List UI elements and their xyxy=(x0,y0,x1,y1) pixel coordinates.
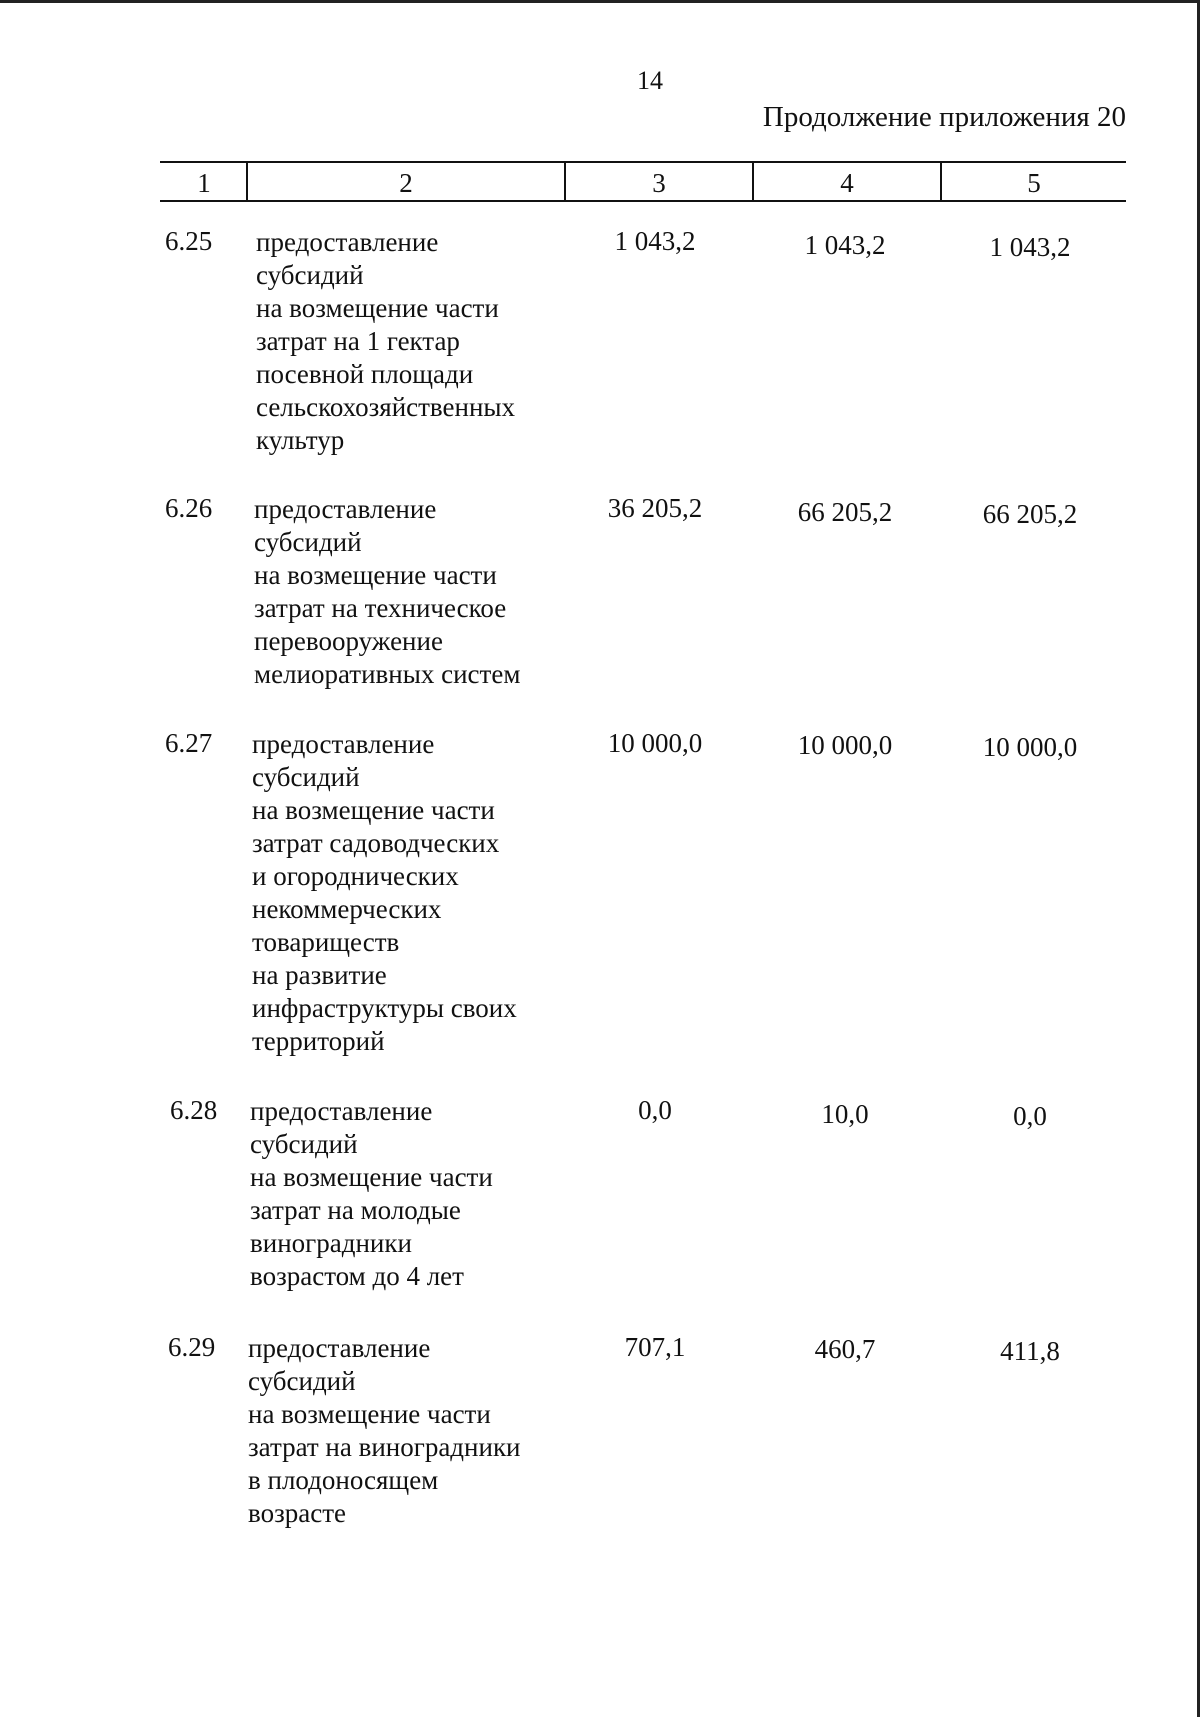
value-col-5: 1 043,2 xyxy=(989,232,1071,262)
description-line: на возмещение части xyxy=(254,560,497,590)
header-col-3: 3 xyxy=(652,168,666,198)
row-number: 6.25 xyxy=(165,226,213,256)
description-line: на развитие xyxy=(252,960,387,990)
row-number: 6.29 xyxy=(168,1332,216,1362)
value-col-3: 707,1 xyxy=(624,1332,686,1362)
value-col-3: 10 000,0 xyxy=(607,728,703,758)
value-col-3: 0,0 xyxy=(638,1095,672,1125)
value-col-4: 460,7 xyxy=(814,1334,876,1364)
description-line: субсидий xyxy=(256,260,364,290)
description-line: предоставление xyxy=(252,729,435,759)
value-col-3: 1 043,2 xyxy=(614,226,696,256)
value-col-4: 1 043,2 xyxy=(804,230,886,260)
description-line: затрат на техническое xyxy=(254,593,507,623)
value-col-5: 10 000,0 xyxy=(982,732,1078,762)
description-line: инфраструктуры своих xyxy=(252,993,517,1023)
header-bottom-rule xyxy=(160,200,1126,202)
description-line: предоставление xyxy=(250,1096,433,1126)
header-col-4: 4 xyxy=(840,168,854,198)
continuation-label: Продолжение приложения 20 xyxy=(762,101,1126,133)
description-line: некоммерческих xyxy=(252,894,442,924)
description-line: субсидий xyxy=(248,1366,356,1396)
description-line: в плодоносящем xyxy=(248,1465,439,1495)
description-line: субсидий xyxy=(250,1129,358,1159)
description-line: на возмещение части xyxy=(250,1162,493,1192)
row-number: 6.26 xyxy=(165,493,213,523)
description-line: предоставление xyxy=(248,1333,431,1363)
description-line: культур xyxy=(256,425,345,455)
description-line: затрат на молодые xyxy=(250,1195,461,1225)
description-line: субсидий xyxy=(254,527,362,557)
scan-edge-top xyxy=(0,0,1200,3)
description-line: затрат садоводческих xyxy=(252,828,500,858)
value-col-5: 66 205,2 xyxy=(982,499,1078,529)
description-line: затрат на виноградники xyxy=(248,1432,521,1462)
description-line: возрастом до 4 лет xyxy=(250,1261,464,1291)
row-description xyxy=(250,1095,550,1293)
header-col-1: 1 xyxy=(197,168,211,198)
description-line: возрасте xyxy=(248,1498,346,1528)
value-col-4: 66 205,2 xyxy=(797,497,893,527)
value-col-4: 10 000,0 xyxy=(797,730,893,760)
description-line: предоставление xyxy=(254,494,437,524)
description-line: мелиоративных систем xyxy=(254,659,521,689)
header-col-5: 5 xyxy=(1027,168,1041,198)
description-line: предоставление xyxy=(256,227,439,257)
row-description xyxy=(256,226,556,457)
row-number: 6.28 xyxy=(170,1095,218,1125)
description-line: субсидий xyxy=(252,762,360,792)
value-col-5: 411,8 xyxy=(1000,1336,1060,1366)
value-col-4: 10,0 xyxy=(821,1099,869,1129)
description-line: виноградники xyxy=(250,1228,412,1258)
value-col-5: 0,0 xyxy=(1013,1101,1047,1131)
description-line: и огороднических xyxy=(252,861,459,891)
description-line: на возмещение части xyxy=(248,1399,491,1429)
row-number: 6.27 xyxy=(165,728,213,758)
row-description xyxy=(254,493,554,691)
description-line: территорий xyxy=(252,1026,385,1056)
header-col-2: 2 xyxy=(399,168,413,198)
description-line: товариществ xyxy=(252,927,400,957)
row-description xyxy=(252,728,552,1058)
value-col-3: 36 205,2 xyxy=(607,493,703,523)
description-line: на возмещение части xyxy=(252,795,495,825)
description-line: посевной площади xyxy=(256,359,474,389)
row-description xyxy=(248,1332,548,1530)
page-number: 14 xyxy=(637,66,663,95)
description-line: затрат на 1 гектар xyxy=(256,326,460,356)
description-line: перевооружение xyxy=(254,626,443,656)
description-line: сельскохозяйственных xyxy=(256,392,516,422)
description-line: на возмещение части xyxy=(256,293,499,323)
